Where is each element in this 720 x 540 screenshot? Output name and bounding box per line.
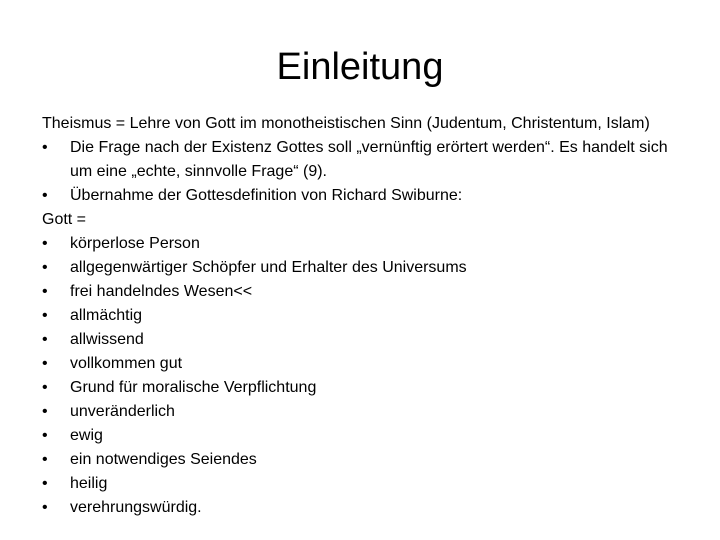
bullet-icon: • [42, 187, 48, 204]
bullet-icon: • [42, 475, 48, 492]
point-text: Die Frage nach der Existenz Gottes soll „vernünftig erörtert werden“. Es handelt sich um eine „echte, sinnvolle Frage“ (9). [70, 139, 668, 180]
attribute-item [42, 376, 682, 400]
attribute-item [42, 304, 682, 328]
bullet-icon: • [42, 235, 48, 252]
attribute-item [42, 280, 682, 304]
attribute-item [42, 472, 682, 496]
attribute-item [42, 448, 682, 472]
attribute-item [42, 496, 682, 520]
point-item [42, 184, 682, 208]
bullet-icon: • [42, 379, 48, 396]
bullet-icon: • [42, 403, 48, 420]
point-item [42, 136, 682, 184]
bullet-icon: • [42, 307, 48, 324]
intro-text: Theismus = Lehre von Gott im monotheistischen Sinn (Judentum, Christentum, Islam) [42, 115, 650, 132]
attribute-text: allgegenwärtiger Schöpfer und Erhalter des Universums [70, 259, 467, 276]
attribute-text: frei handelndes Wesen<< [70, 283, 253, 300]
bullet-icon: • [42, 283, 48, 300]
attribute-item [42, 232, 682, 256]
attribute-text: heilig [70, 475, 108, 492]
bullet-icon: • [42, 331, 48, 348]
attribute-text: körperlose Person [70, 235, 200, 252]
slide-body [42, 112, 682, 520]
attribute-text: allwissend [70, 331, 144, 348]
point-text: Übernahme der Gottesdefinition von Richard Swiburne: [70, 187, 463, 204]
bullet-icon: • [42, 499, 48, 516]
attribute-text: ewig [70, 427, 103, 444]
bullet-icon: • [42, 259, 48, 276]
attribute-item [42, 400, 682, 424]
bullet-icon: • [42, 355, 48, 372]
attribute-item [42, 352, 682, 376]
attribute-text: Grund für moralische Verpflichtung [70, 379, 317, 396]
attribute-text: allmächtig [70, 307, 143, 324]
attribute-text: vollkommen gut [70, 355, 183, 372]
definition-label: Gott = [42, 211, 87, 228]
bullet-icon: • [42, 139, 48, 156]
attribute-text: unveränderlich [70, 403, 175, 420]
attribute-item [42, 328, 682, 352]
attribute-text: ein notwendiges Seiendes [70, 451, 257, 468]
attribute-text: verehrungswürdig. [70, 499, 202, 516]
attribute-item [42, 256, 682, 280]
slide-title: Einleitung [276, 46, 444, 88]
attribute-item [42, 424, 682, 448]
bullet-icon: • [42, 427, 48, 444]
bullet-icon: • [42, 451, 48, 468]
